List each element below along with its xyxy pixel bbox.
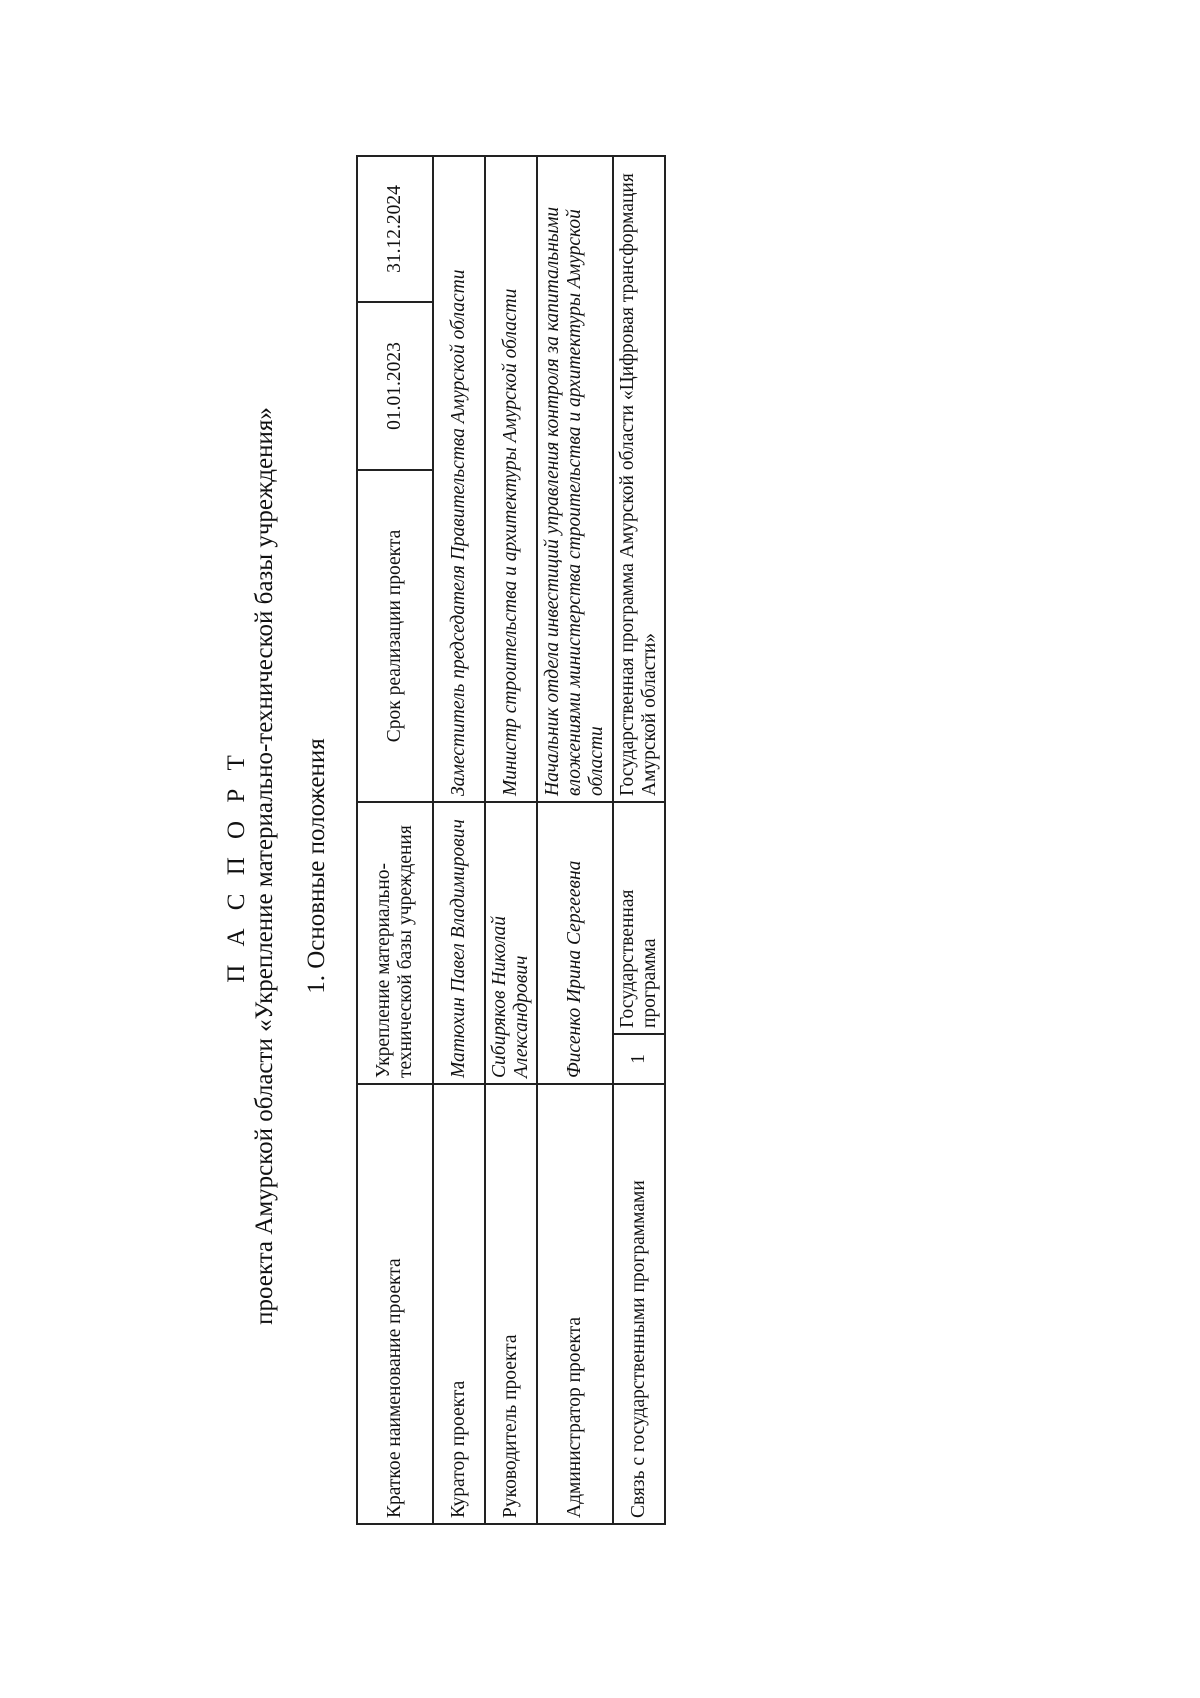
passport-page <box>223 173 660 1525</box>
curator-name: Матюхин Павел Владимирович <box>433 802 485 1084</box>
program-type: Государственная программа <box>613 802 665 1034</box>
main-provisions-table <box>356 155 666 1525</box>
table-row-administrator <box>537 156 613 1524</box>
table-row-leader <box>485 156 537 1524</box>
section-heading: 1. Основные положения <box>303 738 330 994</box>
leader-label: Руководитель проекта <box>485 1084 537 1524</box>
period-end: 31.12.2024 <box>357 156 433 302</box>
leader-name: Сибиряков Николай Александрович <box>485 802 537 1084</box>
table-row-short-name <box>357 156 433 1524</box>
period-label: Срок реализации проекта <box>357 470 433 802</box>
curator-position: Заместитель председателя Правительства Амурской области <box>433 156 485 802</box>
short-name-label: Краткое наименование проекта <box>357 1084 433 1524</box>
document-subtitle: проекта Амурской области «Укрепление материально-технической базы учреждения» <box>251 407 278 1325</box>
administrator-name: Фисенко Ирина Сергеевна <box>537 802 613 1084</box>
administrator-position: Начальник отдела инвестиций управления контроля за капитальными вложениями министерства строительства и архитектуры Амурской области <box>537 156 613 802</box>
short-name-value: Укрепление материально-технической базы учреждения <box>357 802 433 1084</box>
leader-position: Министр строительства и архитектуры Амурской области <box>485 156 537 802</box>
program-value: Государственная программа Амурской области «Цифровая трансформация Амурской области» <box>613 156 665 802</box>
administrator-label: Администратор проекта <box>537 1084 613 1524</box>
program-number: 1 <box>613 1034 665 1084</box>
period-start: 01.01.2023 <box>357 302 433 470</box>
table-row-programs <box>613 156 665 1524</box>
document-title: П А С П О Р Т <box>223 749 250 983</box>
programs-label: Связь с государственными программами <box>613 1084 665 1524</box>
curator-label: Куратор проекта <box>433 1084 485 1524</box>
table-row-curator <box>433 156 485 1524</box>
